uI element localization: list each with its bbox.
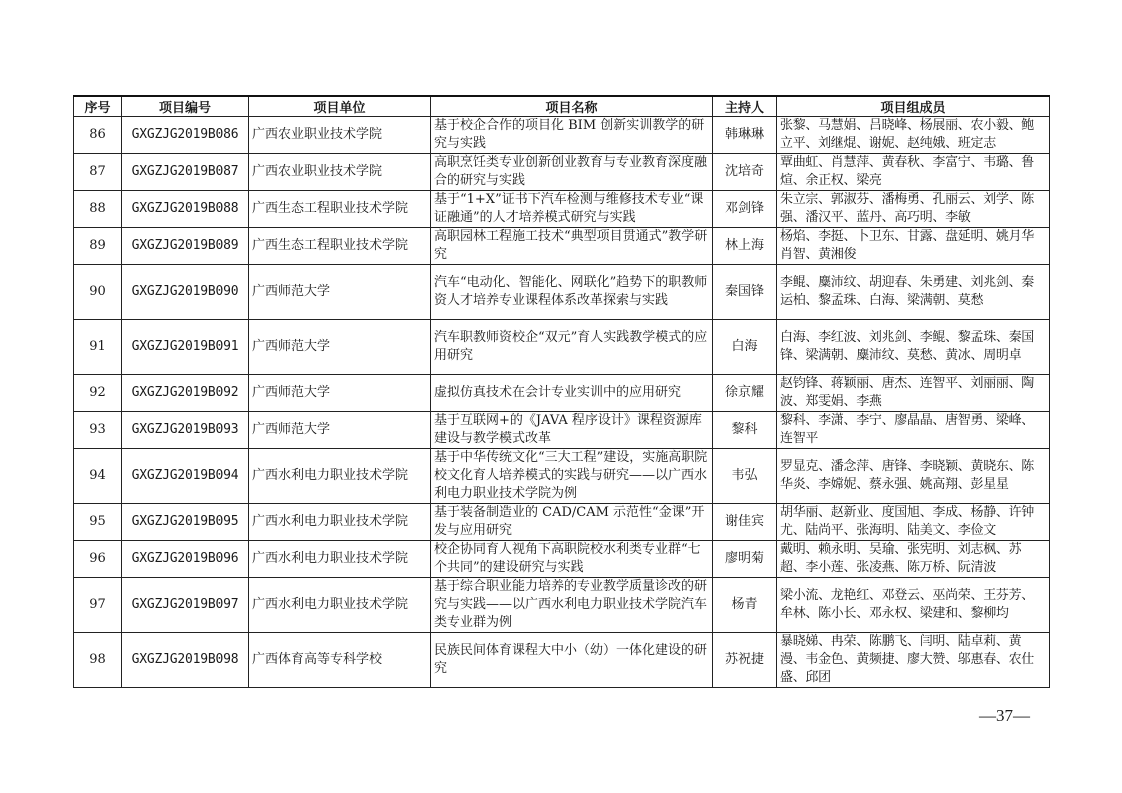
cell-seq: 86 xyxy=(74,117,122,154)
cell-project-name: 民族民间体育课程大中小（幼）一体化建设的研究 xyxy=(431,633,713,688)
cell-project-unit: 广西师范大学 xyxy=(249,320,431,375)
cell-seq: 94 xyxy=(74,449,122,504)
table-row xyxy=(74,449,1050,504)
cell-seq: 97 xyxy=(74,578,122,633)
cell-members: 朱立宗、郭淑芬、潘梅勇、孔丽云、刘学、陈强、潘汉平、蓝丹、高巧明、李敏 xyxy=(777,191,1050,228)
cell-seq: 88 xyxy=(74,191,122,228)
cell-project-code: GXGZJG2019B094 xyxy=(122,449,249,504)
cell-project-code: GXGZJG2019B098 xyxy=(122,633,249,688)
cell-project-unit: 广西水利电力职业技术学院 xyxy=(249,504,431,541)
header-code: 项目编号 xyxy=(122,96,249,117)
cell-members: 暴晓娣、冉荣、陈鹏飞、闫明、陆卓莉、黄漫、韦金色、黄频捷、廖大赞、邬惠春、农仕盛、邱团 xyxy=(777,633,1050,688)
table-row xyxy=(74,412,1050,449)
cell-host: 秦国锋 xyxy=(713,265,777,320)
table-row xyxy=(74,633,1050,688)
cell-project-unit: 广西水利电力职业技术学院 xyxy=(249,449,431,504)
cell-project-unit: 广西师范大学 xyxy=(249,375,431,412)
cell-project-code: GXGZJG2019B092 xyxy=(122,375,249,412)
cell-members: 覃曲虹、肖慧萍、黄春秋、李富宁、韦璐、鲁煊、余正权、梁亮 xyxy=(777,154,1050,191)
cell-project-name: 基于中华传统文化“三大工程”建设，实施高职院校文化育人培养模式的实践与研究——以广西水利电力职业技术学院为例 xyxy=(431,449,713,504)
cell-project-name: 基于装备制造业的 CAD/CAM 示范性“金课”开发与应用研究 xyxy=(431,504,713,541)
cell-seq: 95 xyxy=(74,504,122,541)
cell-seq: 92 xyxy=(74,375,122,412)
header-seq: 序号 xyxy=(74,96,122,117)
cell-members: 罗显克、潘念萍、唐锋、李晓颖、黄晓东、陈华炎、李嫦妮、蔡永强、姚高翔、彭星星 xyxy=(777,449,1050,504)
cell-project-unit: 广西生态工程职业技术学院 xyxy=(249,228,431,265)
cell-project-unit: 广西水利电力职业技术学院 xyxy=(249,578,431,633)
cell-host: 黎科 xyxy=(713,412,777,449)
cell-seq: 89 xyxy=(74,228,122,265)
cell-project-code: GXGZJG2019B087 xyxy=(122,154,249,191)
cell-project-code: GXGZJG2019B089 xyxy=(122,228,249,265)
cell-host: 韦弘 xyxy=(713,449,777,504)
cell-project-name: 汽车“电动化、智能化、网联化”趋势下的职教师资人才培养专业课程体系改革探索与实践 xyxy=(431,265,713,320)
cell-host: 谢佳宾 xyxy=(713,504,777,541)
cell-seq: 87 xyxy=(74,154,122,191)
cell-project-unit: 广西体育高等专科学校 xyxy=(249,633,431,688)
cell-host: 苏祝捷 xyxy=(713,633,777,688)
cell-project-name: 基于“1+X”证书下汽车检测与维修技术专业“课证融通”的人才培养模式研究与实践 xyxy=(431,191,713,228)
table-row xyxy=(74,154,1050,191)
table-row xyxy=(74,228,1050,265)
cell-project-unit: 广西生态工程职业技术学院 xyxy=(249,191,431,228)
table-row xyxy=(74,375,1050,412)
cell-seq: 91 xyxy=(74,320,122,375)
table-row xyxy=(74,541,1050,578)
cell-seq: 96 xyxy=(74,541,122,578)
cell-members: 黎科、李潇、李宁、廖晶晶、唐智勇、梁峰、连智平 xyxy=(777,412,1050,449)
cell-members: 李鲲、麋沛纹、胡迎春、朱勇建、刘兆剑、秦运柏、黎孟珠、白海、梁满朝、莫愁 xyxy=(777,265,1050,320)
cell-project-code: GXGZJG2019B090 xyxy=(122,265,249,320)
cell-project-unit: 广西师范大学 xyxy=(249,265,431,320)
cell-project-unit: 广西农业职业技术学院 xyxy=(249,154,431,191)
cell-project-name: 汽车职教师资校企“双元”育人实践教学模式的应用研究 xyxy=(431,320,713,375)
table-row xyxy=(74,265,1050,320)
cell-project-name: 高职园林工程施工技术“典型项目贯通式”教学研究 xyxy=(431,228,713,265)
table-row xyxy=(74,117,1050,154)
page-number: —37— xyxy=(979,706,1030,725)
cell-members: 白海、李红波、刘兆剑、李鲲、黎孟珠、秦国锋、梁满朝、麋沛纹、莫愁、黄冰、周明卓 xyxy=(777,320,1050,375)
cell-members: 杨焰、李挺、卜卫东、甘露、盘延明、姚月华肖智、黄湘俊 xyxy=(777,228,1050,265)
cell-members: 张黎、马慧娟、吕晓峰、杨展丽、农小毅、鲍立平、刘继焜、谢妮、赵纯娥、班定志 xyxy=(777,117,1050,154)
header-unit: 项目单位 xyxy=(249,96,431,117)
cell-project-name: 基于综合职业能力培养的专业教学质量诊改的研究与实践——以广西水利电力职业技术学院汽车类专业群为例 xyxy=(431,578,713,633)
cell-project-name: 高职烹饪类专业创新创业教育与专业教育深度融合的研究与实践 xyxy=(431,154,713,191)
table-row xyxy=(74,320,1050,375)
cell-host: 杨青 xyxy=(713,578,777,633)
header-host: 主持人 xyxy=(713,96,777,117)
cell-seq: 90 xyxy=(74,265,122,320)
cell-project-code: GXGZJG2019B095 xyxy=(122,504,249,541)
cell-host: 白海 xyxy=(713,320,777,375)
cell-host: 徐京耀 xyxy=(713,375,777,412)
cell-project-code: GXGZJG2019B096 xyxy=(122,541,249,578)
cell-project-name: 虚拟仿真技术在会计专业实训中的应用研究 xyxy=(431,375,713,412)
table-header-row xyxy=(74,96,1050,117)
header-members: 项目组成员 xyxy=(777,96,1050,117)
cell-members: 梁小流、龙艳红、邓登云、巫尚荣、王芬芳、牟林、陈小长、邓永权、梁建和、黎柳均 xyxy=(777,578,1050,633)
cell-members: 胡华丽、赵新业、度国旭、李成、杨静、许钟尤、陆尚平、张海明、陆美文、李俭文 xyxy=(777,504,1050,541)
cell-project-name: 校企协同育人视角下高职院校水利类专业群“七个共同”的建设研究与实践 xyxy=(431,541,713,578)
cell-project-name: 基于互联网+的《JAVA 程序设计》课程资源库建设与教学模式改革 xyxy=(431,412,713,449)
cell-members: 戴明、赖永明、吴瑜、张宪明、刘志枫、苏超、李小莲、张凌燕、陈万桥、阮清波 xyxy=(777,541,1050,578)
table-row xyxy=(74,191,1050,228)
project-table xyxy=(73,95,1050,688)
cell-seq: 93 xyxy=(74,412,122,449)
cell-project-unit: 广西农业职业技术学院 xyxy=(249,117,431,154)
cell-project-code: GXGZJG2019B088 xyxy=(122,191,249,228)
table-row xyxy=(74,578,1050,633)
cell-project-code: GXGZJG2019B086 xyxy=(122,117,249,154)
cell-host: 林上海 xyxy=(713,228,777,265)
table-row xyxy=(74,504,1050,541)
cell-project-code: GXGZJG2019B093 xyxy=(122,412,249,449)
cell-members: 赵钧锋、蒋颖丽、唐杰、连智平、刘丽丽、陶波、郑雯娟、李燕 xyxy=(777,375,1050,412)
header-name: 项目名称 xyxy=(431,96,713,117)
cell-project-code: GXGZJG2019B097 xyxy=(122,578,249,633)
cell-seq: 98 xyxy=(74,633,122,688)
cell-host: 韩琳琳 xyxy=(713,117,777,154)
cell-host: 沈培奇 xyxy=(713,154,777,191)
cell-project-unit: 广西师范大学 xyxy=(249,412,431,449)
cell-project-code: GXGZJG2019B091 xyxy=(122,320,249,375)
cell-project-name: 基于校企合作的项目化 BIM 创新实训教学的研究与实践 xyxy=(431,117,713,154)
cell-host: 廖明菊 xyxy=(713,541,777,578)
cell-project-unit: 广西水利电力职业技术学院 xyxy=(249,541,431,578)
cell-host: 邓剑锋 xyxy=(713,191,777,228)
